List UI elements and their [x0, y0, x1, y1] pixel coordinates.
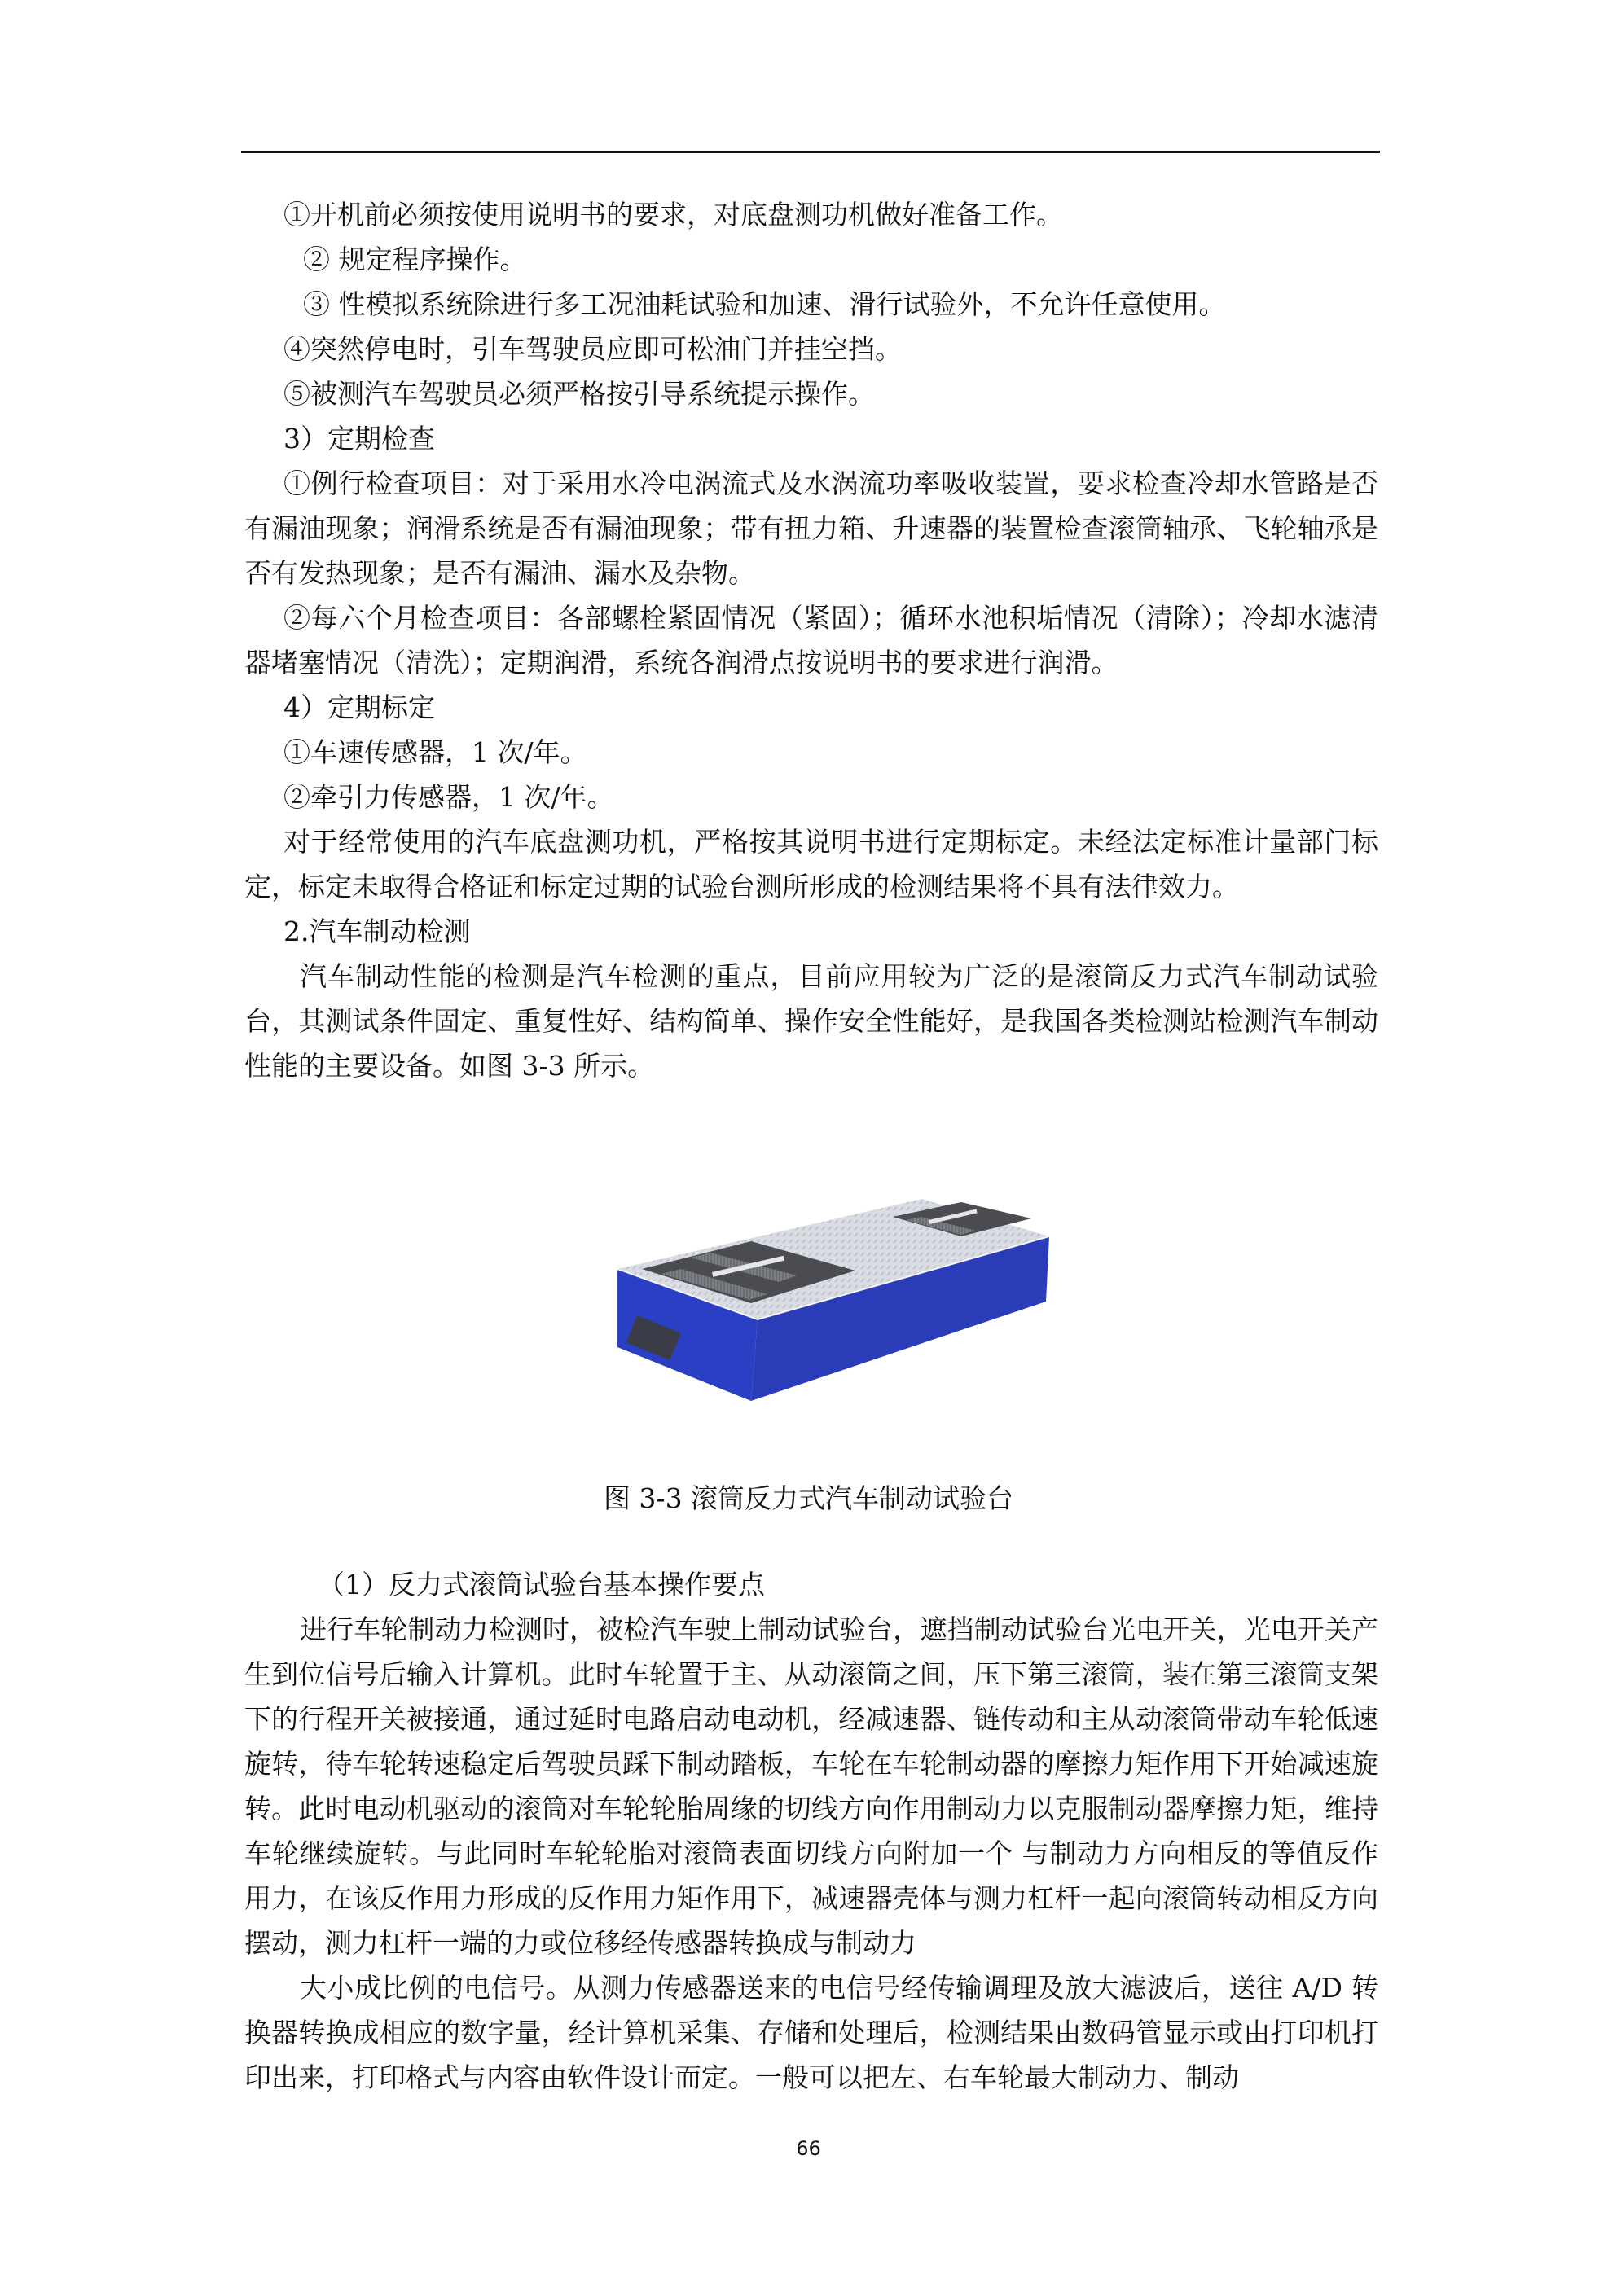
item-procedure: ② 规定程序操作。 [303, 244, 527, 275]
page-number: 66 [796, 2137, 821, 2160]
heading-periodic-check: 3）定期检查 [283, 423, 435, 454]
body-text-top [244, 192, 1378, 1088]
para-routine-check: ①例行检查项目：对于采用水冷电涡流式及水涡流功率吸收装置，要求检查冷却水管路是否有漏油现象；润滑系统是否有漏油现象；带有扭力箱、升速器的装置检查滚筒轴承、飞轮轴承是否有发热现象；是否有漏油、漏水及杂物。 [244, 468, 1378, 589]
heading-calibration: 4）定期标定 [283, 691, 435, 723]
brake-test-bench-figure [613, 1173, 1052, 1406]
para-operation: 进行车轮制动力检测时，被检汽车驶上制动试验台，遮挡制动试验台光电开关，光电开关产生到位信号后输入计算机。此时车轮置于主、从动滚筒之间，压下第三滚筒，装在第三滚筒支架下的行程开关被接通，通过延时电路启动电动机，经减速器、链传动和主从动滚筒带动车轮低速旋转，待车轮转速稳定后驾驶员踩下制动踏板，车轮在车轮制动器的摩擦力矩作用下开始减速旋转。此时电动机驱动的滚筒对车轮轮胎周缘的切线方向作用制动力以克服制动器摩擦力矩，维持车轮继续旋转。与此同时车轮轮胎对滚筒表面切线方向附加一个 与制动力方向相反的等值反作用力，在该反作用力形成的反作用力矩作用下，减速器壳体与测力杠杆一起向滚筒转动相反方向摆动，测力杠杆一端的力或位移经传感器转换成与制动力 [244, 1613, 1378, 1959]
item-speed-sensor: ①车速传感器，1 次/年。 [283, 736, 587, 768]
item-traction-sensor: ②牵引力传感器，1 次/年。 [283, 781, 614, 813]
figure-caption: 图 3-3 滚筒反力式汽车制动试验台 [603, 1482, 1014, 1514]
para-calibration: 对于经常使用的汽车底盘测功机，严格按其说明书进行定期标定。未经法定标准计量部门标定，标定未取得合格证和标定过期的试验台测所形成的检测结果将不具有法律效力。 [244, 826, 1378, 902]
para-signal-processing: 大小成比例的电信号。从测力传感器送来的电信号经传输调理及放大滤波后，送往 A/D 转换器转换成相应的数字量，经计算机采集、存储和处理后，检测结果由数码管显示或由打印机打印出来，打印格式与内容由软件设计而定。一般可以把左、右车轮最大制动力、制动 [244, 1972, 1378, 2093]
header-rule [241, 151, 1380, 153]
item-driver: ⑤被测汽车驾驶员必须严格按引导系统提示操作。 [283, 378, 875, 410]
heading-brake-test: 2.汽车制动检测 [283, 915, 471, 947]
item-startup: ①开机前必须按使用说明书的要求，对底盘测功机做好准备工作。 [283, 199, 1063, 230]
item-power-outage: ④突然停电时，引车驾驶员应即可松油门并挂空挡。 [283, 333, 902, 365]
para-six-month-check: ②每六个月检查项目：各部螺栓紧固情况（紧固）；循环水池积垢情况（清除）；冷却水滤清器堵塞情况（清洗）；定期润滑，系统各润滑点按说明书的要求进行润滑。 [244, 602, 1378, 678]
heading-operation-points: （1）反力式滚筒试验台基本操作要点 [318, 1569, 765, 1600]
para-brake-test: 汽车制动性能的检测是汽车检测的重点，目前应用较为广泛的是滚筒反力式汽车制动试验台，其测试条件固定、重复性好、结构简单、操作安全性能好，是我国各类检测站检测汽车制动性能的主要设备。如图 3-3 所示。 [244, 960, 1378, 1082]
item-simulation: ③ 性模拟系统除进行多工况油耗试验和加速、滑行试验外，不允许任意使用。 [303, 288, 1226, 320]
body-text-bottom [244, 1562, 1378, 2100]
